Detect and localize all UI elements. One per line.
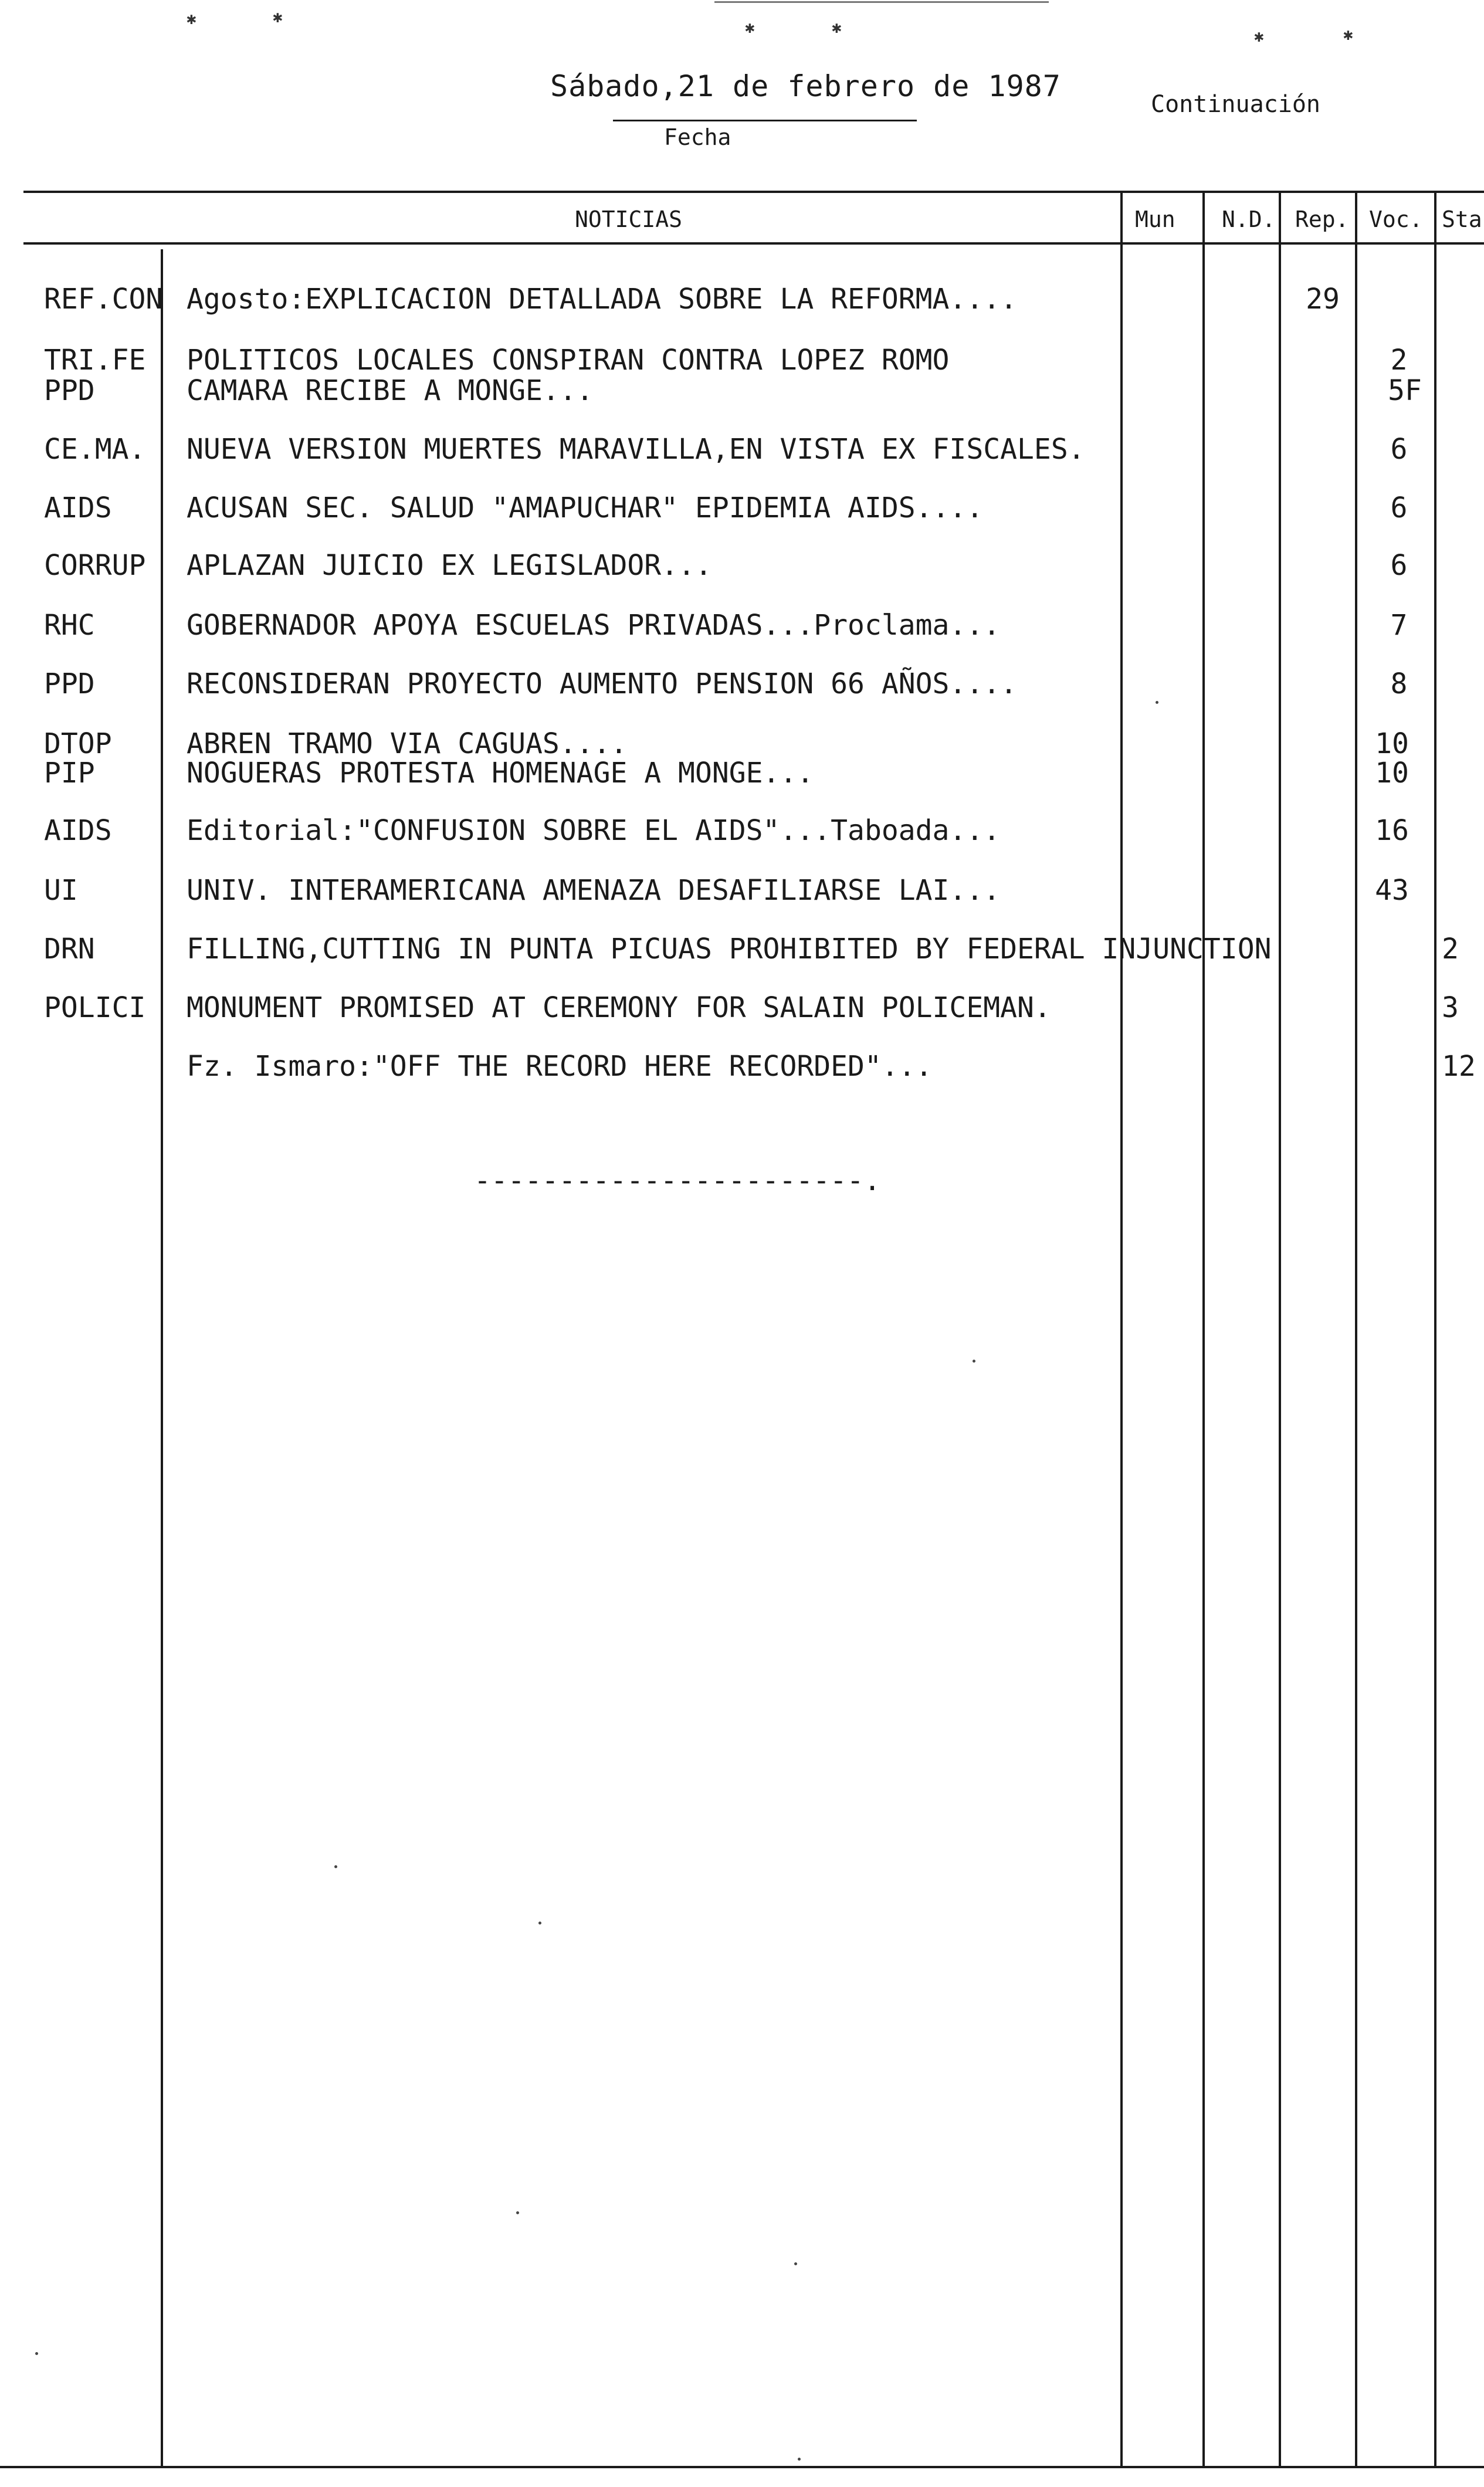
scan-dot [516, 2211, 519, 2214]
news-headline: APLAZAN JUICIO EX LEGISLADOR... [187, 549, 712, 582]
sta-page: 12 [1442, 1050, 1476, 1083]
code-column-divider [161, 249, 163, 2466]
sta-page: 3 [1442, 991, 1459, 1024]
voc-page: 7 [1390, 609, 1408, 642]
section-code: PPD [44, 668, 95, 700]
news-headline: UNIV. INTERAMERICANA AMENAZA DESAFILIARSE LAI... [187, 874, 1001, 907]
table-top-border [23, 191, 1484, 193]
scan-speck: ✱ [273, 7, 283, 26]
news-headline: MONUMENT PROMISED AT CEREMONY FOR SALAIN POLICEMAN. [187, 991, 1051, 1024]
section-code: PPD [44, 374, 95, 407]
rep-page: 29 [1306, 283, 1340, 316]
scan-speck: ✱ [832, 18, 842, 37]
scan-speck: ✱ [187, 9, 196, 28]
voc-page: 6 [1390, 549, 1408, 582]
section-code: UI [44, 874, 78, 907]
section-code: TRI.FE [44, 344, 146, 377]
column-header-sta: Sta [1442, 206, 1482, 232]
voc-page: 43 [1375, 874, 1409, 907]
voc-page: 8 [1390, 668, 1408, 700]
section-code: REF.CON [44, 283, 163, 316]
section-code: PIP [44, 757, 95, 790]
sta-page: 2 [1442, 933, 1459, 965]
scan-dot [794, 2262, 797, 2265]
sta-column-divider [1434, 191, 1436, 2466]
date-label: Fecha [664, 124, 731, 150]
news-headline: FILLING,CUTTING IN PUNTA PICUAS PROHIBITED BY FEDERAL INJUNCTION [187, 933, 1272, 965]
section-code: DTOP [44, 727, 112, 760]
scan-dot [1156, 701, 1158, 704]
scan-speck: ✱ [745, 18, 755, 37]
voc-page: 5F [1388, 374, 1422, 407]
voc-page: 10 [1375, 757, 1409, 790]
news-headline: NOGUERAS PROTESTA HOMENAGE A MONGE... [187, 757, 814, 790]
voc-page: 2 [1390, 344, 1408, 377]
date-heading: Sábado,21 de febrero de 1987 [550, 69, 1061, 103]
news-headline: ACUSAN SEC. SALUD "AMAPUCHAR" EPIDEMIA AIDS.... [187, 492, 984, 524]
section-code: CE.MA. [44, 433, 146, 466]
scan-speck: ✱ [1343, 25, 1353, 44]
section-code: AIDS [44, 814, 112, 847]
news-headline: ABREN TRAMO VIA CAGUAS.... [187, 727, 628, 760]
section-code: CORRUP [44, 549, 146, 582]
scan-dot [538, 1922, 541, 1924]
scan-speck: ✱ [1254, 26, 1264, 46]
table-header-border [23, 242, 1484, 245]
date-underline [613, 120, 917, 121]
news-headline: GOBERNADOR APOYA ESCUELAS PRIVADAS...Proclama... [187, 609, 1001, 642]
column-header-noticias: NOTICIAS [575, 206, 683, 232]
scan-dot [334, 1865, 337, 1868]
table-bottom-border [0, 2466, 1484, 2468]
section-code: DRN [44, 933, 95, 965]
voc-column-divider [1355, 191, 1357, 2466]
scan-dot [35, 2352, 38, 2355]
scan-dot [973, 1360, 975, 1363]
column-header-nd: N.D. [1222, 206, 1276, 232]
nd-column-divider [1202, 191, 1205, 2466]
news-headline: CAMARA RECIBE A MONGE... [187, 374, 594, 407]
mun-column-divider [1120, 191, 1123, 2466]
column-header-voc: Voc. [1369, 206, 1423, 232]
continuation-label: Continuación [1151, 91, 1320, 118]
end-of-list-rule: -----------------------. [474, 1164, 881, 1197]
voc-page: 6 [1390, 433, 1408, 466]
news-headline: RECONSIDERAN PROYECTO AUMENTO PENSION 66 AÑOS.... [187, 668, 1018, 700]
column-header-rep: Rep. [1295, 206, 1349, 232]
news-headline: NUEVA VERSION MUERTES MARAVILLA,EN VISTA EX FISCALES. [187, 433, 1085, 466]
news-headline: Fz. Ismaro:"OFF THE RECORD HERE RECORDED"... [187, 1050, 933, 1083]
section-code: AIDS [44, 492, 112, 524]
section-code: RHC [44, 609, 95, 642]
column-header-mun: Mun [1135, 206, 1175, 232]
rep-column-divider [1279, 191, 1281, 2466]
news-headline: Editorial:"CONFUSION SOBRE EL AIDS"...Taboada... [187, 814, 1001, 847]
voc-page: 10 [1375, 727, 1409, 760]
voc-page: 16 [1375, 814, 1409, 847]
section-code: POLICI [44, 991, 146, 1024]
scan-dot [798, 2458, 801, 2461]
news-headline: POLITICOS LOCALES CONSPIRAN CONTRA LOPEZ ROMO [187, 344, 950, 377]
news-headline: Agosto:EXPLICACION DETALLADA SOBRE LA REFORMA.... [187, 283, 1018, 316]
scan-top-mark [714, 1, 1049, 3]
voc-page: 6 [1390, 492, 1408, 524]
